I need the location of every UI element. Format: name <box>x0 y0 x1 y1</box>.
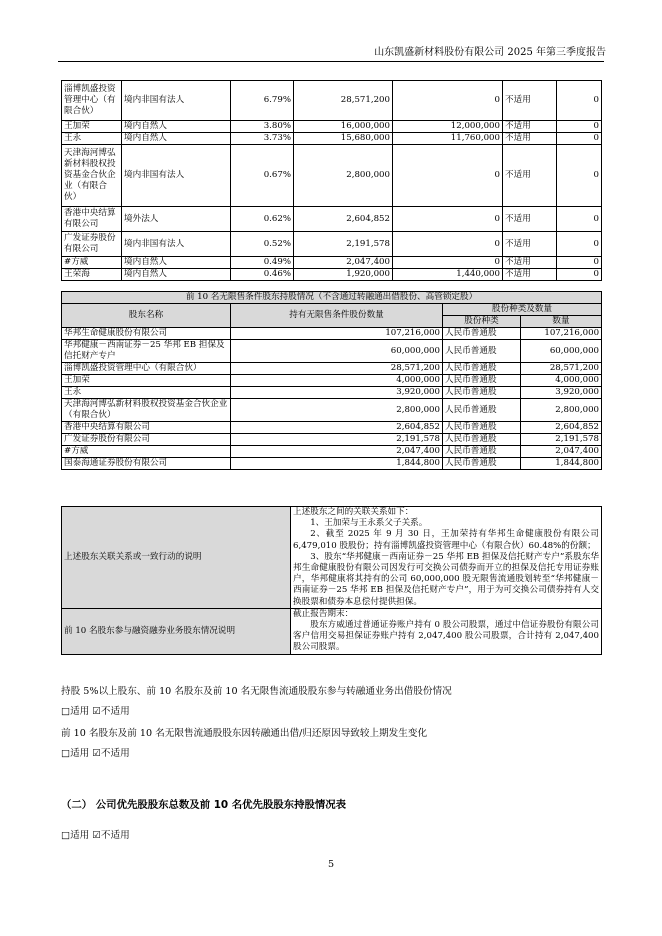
unrestricted-amount: 3,920,000 <box>521 387 602 399</box>
holder-pledge-qty: 0 <box>557 145 602 207</box>
holder-pledge-qty: 0 <box>557 133 602 145</box>
holder-type: 境外法人 <box>122 207 231 232</box>
section-title-row <box>62 292 602 304</box>
unrestricted-type: 人民币普通股 <box>443 446 521 458</box>
unrestricted-amount: 2,800,000 <box>521 399 602 422</box>
holder-shares: 28,571,200 <box>294 81 393 121</box>
table-row <box>62 340 602 363</box>
holder-shares: 16,000,000 <box>294 121 393 133</box>
col-header-name: 股东名称 <box>62 304 231 328</box>
lending-question: 持股 5%以上股东、前 10 名股东及前 10 名无限售流通股股东参与转融通业务出借股份情况 <box>61 686 452 697</box>
holder-ratio: 0.67% <box>231 145 294 207</box>
holder-restricted: 0 <box>393 207 503 232</box>
holder-restricted: 1,440,000 <box>393 269 503 281</box>
unrestricted-name: 华邦健康－西南证券－25 华邦 EB 担保及信托财产专户 <box>62 340 231 363</box>
holder-ratio: 0.46% <box>231 269 294 281</box>
header-row <box>62 304 602 316</box>
unrestricted-name: 广发证券股份有限公司 <box>62 434 231 446</box>
unrestricted-section-title: 前 10 名无限售条件股东持股情况（不含通过转融通出借股份、高管锁定股） <box>62 292 602 304</box>
unrestricted-name: 王永 <box>62 387 231 399</box>
unrestricted-name: 天津海河博弘新材料股权投资基金合伙企业（有限合伙） <box>62 399 231 422</box>
relations-item: 2、截至 2025 年 9 月 30 日，王加荣持有华邦生命健康股份有限公司 6,479,010 股股份；持有淄博凯盛投资管理中心（有限合伙）60.48%的份额； <box>293 529 599 551</box>
holder-type: 境内自然人 <box>122 121 231 133</box>
holder-restricted: 0 <box>393 257 503 269</box>
table-row <box>62 399 602 422</box>
unrestricted-quantity: 4,000,000 <box>231 375 443 387</box>
holder-pledge-qty: 0 <box>557 121 602 133</box>
holder-shares: 2,047,400 <box>294 257 393 269</box>
lending-change-question: 前 10 名股东及前 10 名无限售流通股股东因转融通出借/归还原因导致较上期发生变化 <box>61 728 428 739</box>
unrestricted-amount: 60,000,000 <box>521 340 602 363</box>
unrestricted-quantity: 2,191,578 <box>231 434 443 446</box>
header-divider <box>58 61 604 62</box>
table-row <box>62 363 602 375</box>
holder-name: 天津海河博弘新材料股权投资基金合伙企业（有限合伙） <box>62 145 122 207</box>
unrestricted-quantity: 60,000,000 <box>231 340 443 363</box>
holder-name: #方威 <box>62 257 122 269</box>
col-header-quantity: 持有无限售条件股份数量 <box>231 304 443 328</box>
unrestricted-type: 人民币普通股 <box>443 399 521 422</box>
holder-type: 境内自然人 <box>122 133 231 145</box>
relations-row <box>62 507 602 609</box>
holder-pledge-qty: 0 <box>557 207 602 232</box>
holder-ratio: 3.80% <box>231 121 294 133</box>
holder-pledge-status: 不适用 <box>503 133 557 145</box>
table-row <box>62 81 602 121</box>
holder-name: 香港中央结算有限公司 <box>62 207 122 232</box>
unrestricted-quantity: 2,604,852 <box>231 422 443 434</box>
holder-type: 境内自然人 <box>122 269 231 281</box>
unrestricted-quantity: 2,047,400 <box>231 446 443 458</box>
unrestricted-name: 华邦生命健康股份有限公司 <box>62 328 231 340</box>
holder-pledge-status: 不适用 <box>503 81 557 121</box>
table-row <box>62 232 602 257</box>
preferred-answer: □适用 ☑不适用 <box>61 830 130 841</box>
unrestricted-type: 人民币普通股 <box>443 375 521 387</box>
unrestricted-holders-table <box>61 291 602 470</box>
lending-answer: □适用 ☑不适用 <box>61 706 130 717</box>
table-row <box>62 458 602 470</box>
unrestricted-name: 淄博凯盛投资管理中心（有限合伙） <box>62 363 231 375</box>
holder-type: 境内非国有法人 <box>122 232 231 257</box>
table-row <box>62 133 602 145</box>
unrestricted-name: 香港中央结算有限公司 <box>62 422 231 434</box>
table-row <box>62 375 602 387</box>
notes-table <box>61 506 602 655</box>
holder-pledge-qty: 0 <box>557 257 602 269</box>
unrestricted-type: 人民币普通股 <box>443 363 521 375</box>
unrestricted-amount: 1,844,800 <box>521 458 602 470</box>
margin-trading-label: 前 10 名股东参与融资融券业务股东情况说明 <box>62 608 291 654</box>
unrestricted-name: 国泰海通证券股份有限公司 <box>62 458 231 470</box>
table-row <box>62 387 602 399</box>
holder-pledge-status: 不适用 <box>503 269 557 281</box>
holder-pledge-status: 不适用 <box>503 257 557 269</box>
margin-trading-text <box>291 608 602 654</box>
holder-shares: 2,800,000 <box>294 145 393 207</box>
holder-shares: 2,191,578 <box>294 232 393 257</box>
relations-item: 3、股东“华邦健康－西南证券－25 华邦 EB 担保及信托财产专户”系股东华邦生命健康股份有限公司因发行可交换公司债券而开立的担保及信托专用证券账户，华邦健康将其持有的公司 60,000,000 股无限售流通股划转至“华邦健康－西南证券－25 华邦 EB 担保及信托财产专户”，用于为可交换公司债券持有人交换股票和债券本息偿付提供担保。 <box>293 551 599 607</box>
unrestricted-name: 王加荣 <box>62 375 231 387</box>
holder-name: 淄博凯盛投资管理中心（有限合伙） <box>62 81 122 121</box>
holder-ratio: 0.52% <box>231 232 294 257</box>
table-row <box>62 446 602 458</box>
table-row <box>62 269 602 281</box>
table-row <box>62 434 602 446</box>
page-number: 5 <box>327 859 335 870</box>
holder-ratio: 0.49% <box>231 257 294 269</box>
unrestricted-amount: 2,191,578 <box>521 434 602 446</box>
unrestricted-amount: 107,216,000 <box>521 328 602 340</box>
holder-name: 王荣海 <box>62 269 122 281</box>
unrestricted-type: 人民币普通股 <box>443 458 521 470</box>
unrestricted-type: 人民币普通股 <box>443 387 521 399</box>
holder-name: 广发证券股份有限公司 <box>62 232 122 257</box>
unrestricted-type: 人民币普通股 <box>443 434 521 446</box>
col-header-type: 股份种类 <box>443 316 521 328</box>
unrestricted-amount: 4,000,000 <box>521 375 602 387</box>
margin-trading-row <box>62 608 602 654</box>
holder-type: 境内非国有法人 <box>122 145 231 207</box>
holder-pledge-qty: 0 <box>557 269 602 281</box>
holder-type: 境内非国有法人 <box>122 81 231 121</box>
table-row <box>62 121 602 133</box>
unrestricted-name: #方威 <box>62 446 231 458</box>
unrestricted-type: 人民币普通股 <box>443 340 521 363</box>
relations-intro: 上述股东之间的关联关系如下： <box>293 507 414 517</box>
holder-pledge-status: 不适用 <box>503 121 557 133</box>
holder-pledge-qty: 0 <box>557 81 602 121</box>
holder-restricted: 0 <box>393 145 503 207</box>
table-row <box>62 422 602 434</box>
preferred-section-title: （二） 公司优先股股东总数及前 10 名优先股股东持股情况表 <box>61 799 347 811</box>
table-row <box>62 207 602 232</box>
holder-restricted: 12,000,000 <box>393 121 503 133</box>
holder-restricted: 0 <box>393 81 503 121</box>
relations-item: 1、王加荣与王永系父子关系。 <box>310 518 428 529</box>
lending-change-answer: □适用 ☑不适用 <box>61 748 130 759</box>
unrestricted-quantity: 28,571,200 <box>231 363 443 375</box>
table-row <box>62 145 602 207</box>
holder-pledge-status: 不适用 <box>503 232 557 257</box>
holder-ratio: 6.79% <box>231 81 294 121</box>
table-row <box>62 257 602 269</box>
holder-pledge-qty: 0 <box>557 232 602 257</box>
holder-type: 境内自然人 <box>122 257 231 269</box>
unrestricted-quantity: 107,216,000 <box>231 328 443 340</box>
holder-pledge-status: 不适用 <box>503 145 557 207</box>
col-header-type-group: 股份种类及数量 <box>443 304 602 316</box>
unrestricted-type: 人民币普通股 <box>443 422 521 434</box>
table-row <box>62 328 602 340</box>
holder-name: 王永 <box>62 133 122 145</box>
holder-shares: 15,680,000 <box>294 133 393 145</box>
holder-pledge-status: 不适用 <box>503 207 557 232</box>
holder-shares: 2,604,852 <box>294 207 393 232</box>
top-holders-table <box>61 80 602 281</box>
relations-text <box>291 507 602 609</box>
unrestricted-type: 人民币普通股 <box>443 328 521 340</box>
holder-restricted: 0 <box>393 232 503 257</box>
holder-name: 王加荣 <box>62 121 122 133</box>
relations-label: 上述股东关联关系或一致行动的说明 <box>62 507 291 609</box>
unrestricted-quantity: 3,920,000 <box>231 387 443 399</box>
unrestricted-amount: 2,604,852 <box>521 422 602 434</box>
unrestricted-quantity: 1,844,800 <box>231 458 443 470</box>
margin-trading-intro: 截止报告期末： <box>293 608 354 619</box>
unrestricted-amount: 2,047,400 <box>521 446 602 458</box>
holder-ratio: 3.73% <box>231 133 294 145</box>
holder-ratio: 0.62% <box>231 207 294 232</box>
holder-restricted: 11,760,000 <box>393 133 503 145</box>
holder-shares: 1,920,000 <box>294 269 393 281</box>
col-header-amount: 数量 <box>521 316 602 328</box>
page-header: 山东凯盛新材料股份有限公司 2025 年第三季度报告 <box>374 47 606 58</box>
unrestricted-quantity: 2,800,000 <box>231 399 443 422</box>
margin-trading-detail: 股东方威通过普通证券账户持有 0 股公司股票，通过中信证券股份有限公司客户信用交易担保证券账户持有 2,047,400 股公司股票，合计持有 2,047,400 股公司股票。 <box>293 620 599 653</box>
unrestricted-amount: 28,571,200 <box>521 363 602 375</box>
